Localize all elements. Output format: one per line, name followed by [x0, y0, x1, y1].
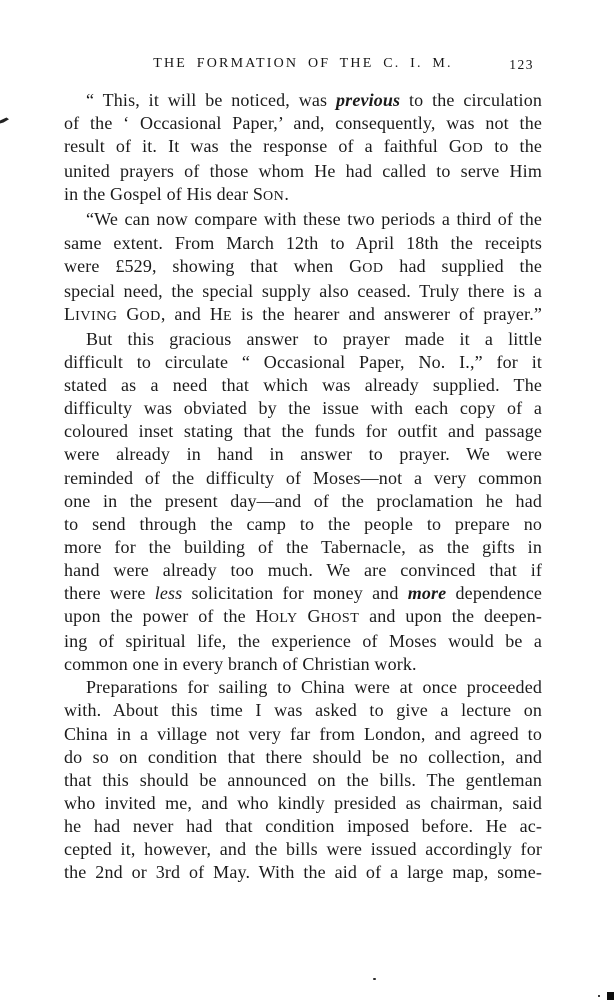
- text-line: to send through the camp to the people to prepare no: [64, 513, 542, 534]
- text-line: more for the building of the Tabernacle, as the gifts in: [64, 536, 542, 557]
- text-line: upon the power of the HOLY GHOST and upon the deepen-: [64, 606, 543, 627]
- text-line: special need, the special supply also ceased. Truly there is a: [64, 280, 542, 301]
- paragraph: [64, 328, 542, 676]
- text-line: LIVING GOD, and HE is the hearer and answerer of prayer.”: [64, 303, 542, 324]
- text-line: do so on condition that there should be no collection, and: [64, 746, 542, 767]
- text-line: the 2nd or 3rd of May. With the aid of a large map, some-: [64, 862, 542, 883]
- corner-speck: [598, 995, 600, 997]
- text-line: reminded of the difficulty of Moses—not a very common: [64, 467, 542, 488]
- page-number: 123: [509, 57, 534, 72]
- paragraph: [64, 89, 542, 208]
- paragraph: [64, 676, 542, 884]
- text-line: in the Gospel of His dear SON.: [64, 184, 289, 205]
- text-line: same extent. From March 12th to April 18th the receipts: [64, 232, 542, 253]
- running-header: [64, 56, 542, 74]
- margin-ink-mark-icon: [0, 115, 12, 127]
- text-line: Preparations for sailing to China were at once proceeded: [86, 677, 542, 698]
- text-line: were £529, showing that when GOD had supplied the: [64, 255, 542, 276]
- text-line: stated as a need that which was already supplied. The: [64, 375, 542, 396]
- paragraph: [64, 208, 542, 327]
- text-line: were already in hand in answer to prayer. We were: [64, 444, 542, 465]
- text-line: difficult to circulate “ Occasional Paper, No. I.,” for it: [64, 352, 542, 373]
- text-line: result of it. It was the response of a faithful GOD to the: [64, 136, 542, 157]
- corner-mark: [607, 992, 614, 1000]
- text-line: But this gracious answer to prayer made it a little: [86, 328, 542, 349]
- text-line: that this should be announced on the bills. The gentleman: [64, 769, 542, 790]
- text-line: hand were already too much. We are convinced that if: [64, 559, 542, 580]
- text-line: coloured inset stating that the funds for outfit and passage: [64, 421, 542, 442]
- text-line: difficulty was obviated by the issue with each copy of a: [64, 398, 542, 419]
- text-line: ing of spiritual life, the experience of Moses would be a: [64, 631, 542, 652]
- text-line: united prayers of those whom He had called to serve Him: [64, 161, 542, 182]
- text-line: with. About this time I was asked to give a lecture on: [64, 700, 542, 721]
- text-line: he had never had that condition imposed before. He ac-: [64, 815, 542, 836]
- running-title: THE FORMATION OF THE C. I. M.: [153, 56, 453, 71]
- text-line: cepted it, however, and the bills were issued accordingly for: [64, 839, 542, 859]
- page-speck: [373, 978, 376, 980]
- text-line: there were less solicitation for money and more dependence: [64, 582, 542, 603]
- text-line: “We can now compare with these two periods a third of the: [86, 209, 542, 230]
- text-line: common one in every branch of Christian work.: [64, 654, 417, 675]
- text-line: “ This, it will be noticed, was previous to the circulation: [86, 90, 542, 110]
- text-line: who invited me, and who kindly presided as chairman, said: [64, 792, 542, 813]
- page-text: [64, 89, 542, 884]
- text-line: of the ‘ Occasional Paper,’ and, consequently, was not the: [64, 113, 542, 134]
- text-line: China in a village not very far from London, and agreed to: [64, 723, 542, 744]
- text-line: one in the present day—and of the proclamation he had: [64, 490, 542, 511]
